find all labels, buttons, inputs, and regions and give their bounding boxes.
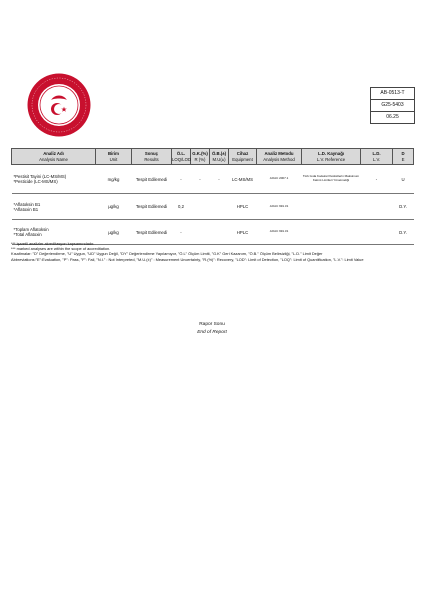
method-cell: AOAC 2007.1 bbox=[257, 165, 302, 194]
unit-cell: µg/kg bbox=[96, 194, 132, 220]
accreditation-note-tr: *** işaretli analizler akreditasyon kapsamındadır. bbox=[11, 241, 95, 246]
report-date: 06.25 bbox=[386, 114, 399, 120]
result-cell: Tespit Edilemedi bbox=[132, 165, 172, 194]
limit-cell bbox=[361, 194, 393, 220]
unit-cell: µg/kg bbox=[96, 220, 132, 245]
equipment-cell: LC-MS/MS bbox=[229, 165, 257, 194]
uncertainty-cell bbox=[210, 194, 229, 220]
loq-cell: 0,2 bbox=[172, 194, 191, 220]
analysis-name-cell: *Aflatoksin B1 *Aflatoxin B1 bbox=[12, 194, 96, 220]
column-header-method: Analiz Metodu Analysis Method bbox=[257, 149, 302, 165]
uncertainty-cell: - bbox=[210, 165, 229, 194]
column-header-limit: L.D. L.V. bbox=[361, 149, 393, 165]
loq-cell: - bbox=[172, 220, 191, 245]
method-cell: AOAC 991.31 bbox=[257, 194, 302, 220]
report-reference-box bbox=[370, 87, 415, 124]
reference-cell: Türk Gıda Kodeksi Pestisitlerin Maksimum Kalıntı Limitleri Yönetmeliği bbox=[302, 165, 361, 194]
abbreviations-note-tr: Kısaltmalar: "D" Değerlendirme, "U" Uygun, "UD" Uygun Değil, "DY" Değerlendirme Yapılamıyor, "Ö.L" Ölçüm Limiti, "G.K" Geri Kazanım, "Ö.B." Ölçüm Belirsizliği, "L.D." Limit Değer bbox=[11, 251, 323, 257]
evaluation-cell: U bbox=[393, 165, 414, 194]
column-header-recovery: G.K.(%) R (%) bbox=[191, 149, 210, 165]
analysis-name-cell: *Pestisit Tayini (LC-MS/MS) *Pesticide (LC-MS/MS) bbox=[12, 165, 96, 194]
recovery-cell bbox=[191, 194, 210, 220]
evaluation-cell: D.Y. bbox=[393, 194, 414, 220]
end-of-report-tr: Rapor Sonu bbox=[199, 322, 225, 327]
evaluation-cell: D.Y. bbox=[393, 220, 414, 245]
end-of-report-en: End of Report bbox=[197, 330, 227, 335]
equipment-cell: HPLC bbox=[229, 220, 257, 245]
unit-cell: mg/kg bbox=[96, 165, 132, 194]
column-header-loq: Ö.L. LOQ/LOD bbox=[172, 149, 191, 165]
limit-cell: - bbox=[361, 165, 393, 194]
end-of-report bbox=[0, 321, 424, 337]
report-number: G25-5403 bbox=[371, 100, 414, 112]
equipment-cell: HPLC bbox=[229, 194, 257, 220]
ministry-seal-logo bbox=[26, 72, 92, 138]
reference-cell bbox=[302, 194, 361, 220]
column-header-evaluation: D E bbox=[393, 149, 414, 165]
method-cell: AOAC 991.31 bbox=[257, 220, 302, 245]
table-row bbox=[12, 165, 414, 194]
column-header-reference: L.D. Kaynağı L.V. Reference bbox=[302, 149, 361, 165]
report-notes bbox=[11, 241, 413, 262]
column-header-unit: Birim Unit bbox=[96, 149, 132, 165]
document-code: AB-0513-T bbox=[371, 88, 414, 100]
table-row bbox=[12, 194, 414, 220]
table-header-row bbox=[12, 149, 414, 165]
accreditation-note-en: *** marked analyses are within the scope of accreditation. bbox=[11, 246, 111, 252]
column-header-equipment: Cihaz Equipment bbox=[229, 149, 257, 165]
column-header-uncertainty: Ö.B.(±) M.U(±) bbox=[210, 149, 229, 165]
loq-cell: - bbox=[172, 165, 191, 194]
analysis-name-cell: *Toplam Aflatoksin *Total Aflatoxin bbox=[12, 220, 96, 245]
results-table bbox=[11, 148, 414, 245]
abbreviations-note-en: Abbreviations:"E":Evaluation, "P": Pass, "F": Fail, "N.I." : Not Interpreted, "M.U.(±)" : Measurement Uncertainty, "R.(%)": Recovery, "LOD": Limit of Detection, "LOQ": Limit of Quantification, "L.V.": Limit Value bbox=[11, 256, 364, 262]
recovery-cell: - bbox=[191, 165, 210, 194]
result-cell: Tespit Edilemedi bbox=[132, 220, 172, 245]
column-header-analysis-name: Analiz Adı Analysis Name bbox=[12, 149, 96, 165]
column-header-results: Sonuç Results bbox=[132, 149, 172, 165]
result-cell: Tespit Edilemedi bbox=[132, 194, 172, 220]
